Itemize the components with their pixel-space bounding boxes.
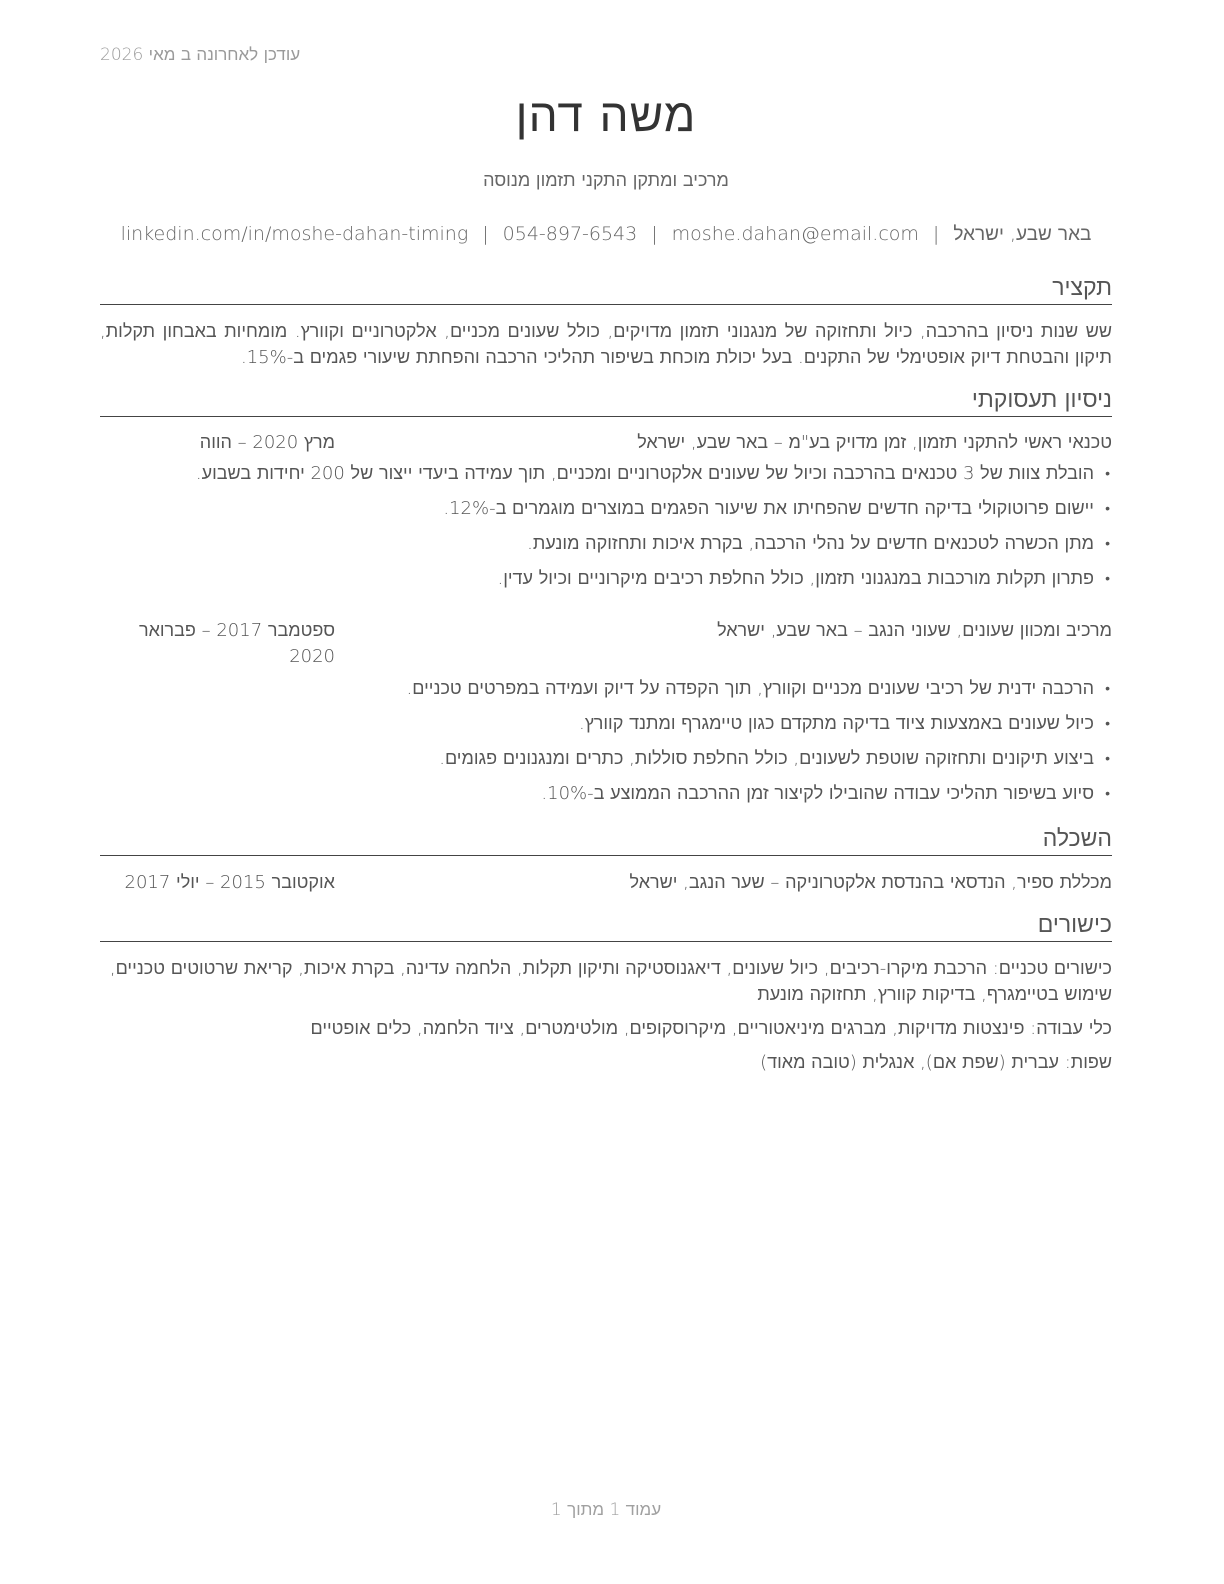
education-institution: מכללת ספיר, הנדסאי בהנדסת אלקטרוניקה – שער הנגב, ישראל: [629, 872, 1112, 893]
section-title-summary: תקציר: [100, 274, 1112, 305]
list-item: • הרכבה ידנית של רכיבי שעונים מכניים וקוורץ, תוך הקפדה על דיוק ועמידה במפרטים טכניים.: [100, 676, 1112, 711]
list-item: • מתן הכשרה לטכנאים חדשים על נהלי הרכבה, בקרת איכות ותחזוקה מונעת.: [100, 531, 1112, 566]
summary-text: שש שנות ניסיון בהרכבה, כיול ותחזוקה של מנגנוני תזמון מדויקים, כולל שעונים מכניים, אלקטרוניים וקוורץ. מומחיות באבחון תקלות, תיקון והבטחת דיוק אופטימלי של התקנים. בעל יכולת מוכחת בשיפור תהליכי הרכבה והפחתת שיעורי פגמים ב-15%.: [100, 321, 1112, 368]
candidate-name: משה דהן: [515, 88, 697, 142]
contact-separator: |: [651, 223, 658, 245]
job-dates: ספטמבר 2017 – פברואר 2020: [138, 620, 335, 667]
page-number: עמוד 1 מתוך 1: [550, 1500, 662, 1520]
job-role: מרכיב ומכוון שעונים, שעוני הנגב – באר שבע, ישראל: [717, 620, 1112, 641]
skills-technical: כישורים טכניים: הרכבת מיקרו-רכיבים, כיול שעונים, דיאגנוסטיקה ותיקון תקלות, הלחמה עדינה, בקרת איכות, קריאת שרטוטים טכניים, שימוש בטיימגרף, בדיקות קוורץ, תחזוקה מונעת: [109, 958, 1112, 1005]
contact-location: באר שבע, ישראל: [953, 223, 1092, 245]
contact-separator: |: [932, 223, 940, 245]
resume-page: [100, 0, 1112, 1584]
job-bullets-1: [100, 461, 1112, 601]
skills-tools: כלי עבודה: פינצטות מדויקות, מברגים מיניאטוריים, מיקרוסקופים, מולטימטרים, ציוד הלחמה, כלים אופטיים: [310, 1018, 1112, 1039]
job-bullets-2: [100, 676, 1112, 816]
contact-linkedin-link[interactable]: linkedin.com/in/moshe-dahan-timing: [120, 223, 469, 245]
job-role: טכנאי ראשי להתקני תזמון, זמן מדויק בע"מ – באר שבע, ישראל: [637, 432, 1112, 453]
list-item: • סיוע בשיפור תהליכי עבודה שהובילו לקיצור זמן ההרכבה הממוצע ב-10%.: [100, 781, 1112, 816]
contact-email-link[interactable]: moshe.dahan@email.com: [671, 223, 919, 245]
list-item: • ביצוע תיקונים ותחזוקה שוטפת לשעונים, כולל החלפת סוללות, כתרים ומנגנונים פגומים.: [100, 746, 1112, 781]
contact-line: [100, 223, 1112, 246]
last-updated-note: עודכן לאחרונה ב מאי 2026: [100, 45, 301, 65]
contact-separator: |: [482, 223, 489, 245]
list-item: • פתרון תקלות מורכבות במנגנוני תזמון, כולל החלפת רכיבים מיקרוניים וכיול עדין.: [100, 566, 1112, 601]
job-header-2: [100, 618, 1112, 674]
section-title-education: השכלה: [100, 825, 1112, 856]
education-entry: [100, 870, 1112, 900]
list-item: • הובלת צוות של 3 טכנאים בהרכבה וכיול של שעונים אלקטרוניים ומכניים, תוך עמידה ביעדי ייצור של 200 יחידות בשבוע.: [100, 461, 1112, 496]
candidate-headline: מרכיב ומתקן התקני תזמון מנוסה: [483, 170, 729, 191]
skills-languages: שפות: עברית (שפת אם), אנגלית (טובה מאוד): [760, 1052, 1112, 1073]
section-title-experience: ניסיון תעסוקתי: [100, 386, 1112, 417]
education-dates: אוקטובר 2015 – יולי 2017: [124, 872, 335, 893]
list-item: • כיול שעונים באמצעות ציוד בדיקה מתקדם כגון טיימגרף ומתנד קוורץ.: [100, 711, 1112, 746]
section-title-skills: כישורים: [100, 911, 1112, 942]
list-item: • יישום פרוטוקולי בדיקה חדשים שהפחיתו את שיעור הפגמים במוצרים מוגמרים ב-12%.: [100, 496, 1112, 531]
job-dates: מרץ 2020 – הווה: [199, 432, 335, 453]
contact-phone[interactable]: 054-897-6543: [502, 223, 638, 245]
